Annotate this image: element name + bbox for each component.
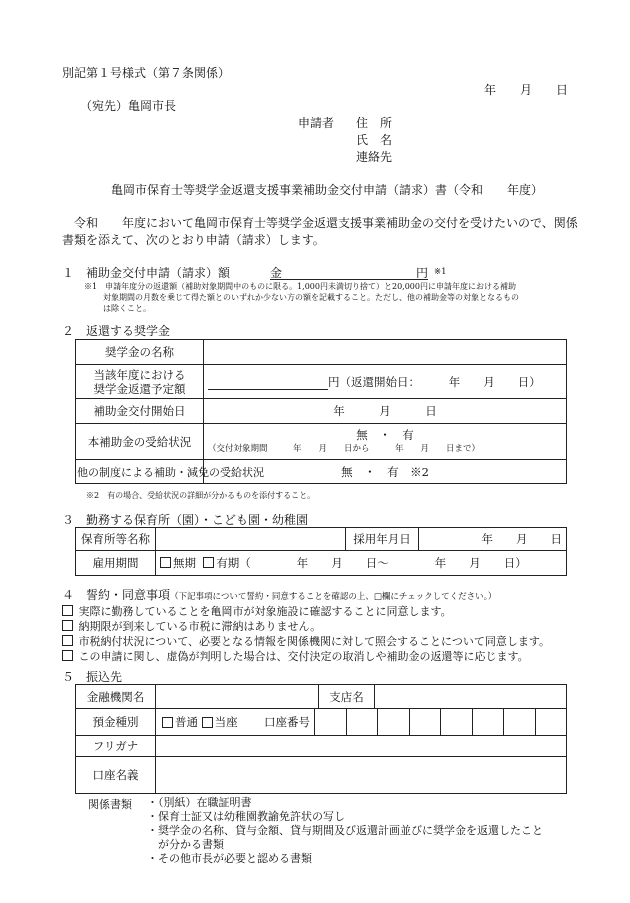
hire-date-label: 採用年月日 — [346, 528, 419, 551]
employment-fixed-label: 有期（ 年 月 日～ 年 月 日） — [216, 556, 527, 570]
pledge-item-4: この申請に関し、虚偽が判明した場合は、交付決定の取消しや補助金の返還等に応じます。 — [62, 648, 529, 664]
bank-table — [75, 684, 567, 794]
note1-line-3: は除くこと。 — [103, 304, 151, 313]
repayment-amount-label: 当該年度における 奨学金返還予定額 — [76, 365, 204, 399]
deposit-row — [156, 709, 567, 736]
subsidy-period: （交付対象期間 年 月 日から 年 月 日まで） — [208, 443, 481, 454]
deposit-type-label: 預金種別 — [76, 709, 156, 736]
furigana-label: フリガナ — [76, 736, 156, 757]
deposit-type-field — [156, 709, 260, 735]
section4-heading-note: （下記事項について誓約・同意することを確認の上、□欄にチェックしてください。） — [170, 592, 497, 602]
scholarship-table — [75, 339, 567, 484]
subsidy-status-label: 本補助金の受給状況 — [76, 424, 204, 460]
submission-date: 年 月 日 — [484, 83, 569, 97]
facility-name-label: 保育所等名称 — [76, 528, 156, 551]
contact-label: 連絡先 — [356, 150, 393, 164]
section2-heading: ２ 返還する奨学金 — [62, 324, 171, 338]
note1-line-1: ※1 申請年度分の返還額（補助対象期間中のものに限る。1,000円未満切り捨て）と20,000円に申請年度における補助 — [84, 282, 516, 291]
document-title: 亀岡市保育士等奨学金返還支援事業補助金交付申請（請求）書（令和 年度） — [111, 183, 544, 197]
pledge-item-2: 納期限が到来している市税に滞納はありません。 — [62, 618, 321, 634]
employment-fixed-checkbox[interactable] — [203, 557, 214, 568]
facility-name-field[interactable] — [156, 528, 346, 551]
intro-line-1: 令和 年度において亀岡市保育士等奨学金返還支援事業補助金の交付を受けたいので、関係 — [74, 216, 578, 230]
attachment-item: ・奨学金の名称、貸与金額、貸与期間及び返還計画並びに奨学金を返還したこと — [147, 824, 543, 837]
attachments-label: 関係書類 — [88, 798, 132, 811]
scholarship-name-field[interactable] — [204, 340, 567, 365]
account-holder-label: 口座名義 — [76, 757, 156, 794]
attachment-item: ・（別紙）在職証明書 — [147, 796, 252, 809]
note1-mark: ※1 — [434, 267, 447, 277]
attachment-item: が分かる書類 — [147, 838, 224, 851]
ordinary-checkbox[interactable] — [162, 717, 173, 728]
note2: ※2 有の場合、受給状況の詳細が分かるものを添付すること。 — [86, 491, 316, 500]
subsidy-status-choice[interactable]: 無 ・ 有 — [356, 427, 414, 442]
attachment-item: ・その他市長が必要と認める書類 — [147, 852, 312, 865]
addressee: （宛先）亀岡市長 — [80, 99, 177, 113]
subsidy-status-field[interactable] — [204, 424, 567, 460]
repayment-amount-suffix: 円（返還開始日： 年 月 日） — [328, 374, 541, 389]
subsidy-start-field[interactable]: 年 月 日 — [204, 399, 567, 424]
current-label: 当座 — [214, 715, 238, 729]
employment-period-label: 雇用期間 — [76, 551, 156, 576]
furigana-field[interactable] — [156, 736, 567, 757]
pledge-checkbox-3[interactable] — [62, 635, 73, 646]
bank-name-label: 金融機関名 — [76, 685, 156, 709]
subsidy-start-label: 補助金交付開始日 — [76, 399, 204, 424]
workplace-table — [75, 527, 567, 576]
form-number: 別記第１号様式（第７条関係） — [62, 66, 231, 80]
employment-period-field — [156, 551, 567, 576]
section1-heading: １ 補助金交付申請（請求）額 — [62, 266, 231, 280]
amount-suffix: 円 — [415, 266, 428, 280]
address-label: 住 所 — [356, 116, 393, 130]
note1-line-2: 対象期間の月数を乗じて得た額とのいずれか少ない方の額を記載すること。ただし、他の補助金等の対象となるもの — [103, 293, 519, 302]
pledge-checkbox-2[interactable] — [62, 620, 73, 631]
pledge-item-1: 実際に勤務していることを亀岡市が対象施設に確認することに同意します。 — [62, 603, 452, 619]
pledge-checkbox-4[interactable] — [62, 650, 73, 661]
section5-heading: ５ 振込先 — [62, 670, 123, 684]
branch-label: 支店名 — [319, 685, 375, 709]
intro-line-2: 書類を添えて、次のとおり申請（請求）します。 — [62, 233, 325, 247]
employment-indefinite-checkbox[interactable] — [160, 557, 171, 568]
pledge-checkbox-1[interactable] — [62, 605, 73, 616]
account-holder-field[interactable] — [156, 757, 567, 794]
scholarship-name-label: 奨学金の名称 — [76, 340, 204, 365]
applicant-label: 申請者 — [298, 116, 335, 130]
attachment-item: ・保育士証又は幼稚園教諭免許状の写し — [147, 810, 345, 823]
section4-heading: ４ 誓約・同意事項（下記事項について誓約・同意することを確認の上、□欄にチェックしてください。） — [62, 588, 497, 602]
pledge-item-3: 市税納付状況について、必要となる情報を関係機関に対して照会することについて同意します。 — [62, 633, 550, 649]
account-number-field[interactable] — [314, 709, 566, 735]
bank-name-field[interactable] — [156, 685, 319, 709]
amount-prefix: 金 — [270, 266, 283, 280]
branch-field[interactable] — [375, 685, 567, 709]
other-aid-field[interactable]: 無 ・ 有 ※2 — [204, 460, 567, 484]
current-checkbox[interactable] — [202, 717, 213, 728]
employment-indefinite-label: 無期 — [173, 556, 196, 570]
attachments-list — [147, 796, 543, 866]
name-label: 氏 名 — [356, 133, 393, 147]
account-number-label: 口座番号 — [264, 715, 310, 729]
repayment-amount-field[interactable] — [204, 365, 567, 399]
amount-field[interactable] — [270, 264, 428, 280]
ordinary-label: 普通 — [175, 715, 198, 729]
hire-date-field[interactable]: 年 月 日 — [419, 528, 567, 551]
other-aid-label: 他の制度による補助・減免の受給状況 — [76, 460, 204, 484]
section3-heading: ３ 勤務する保育所（園）・こども園・幼稚園 — [62, 513, 309, 527]
